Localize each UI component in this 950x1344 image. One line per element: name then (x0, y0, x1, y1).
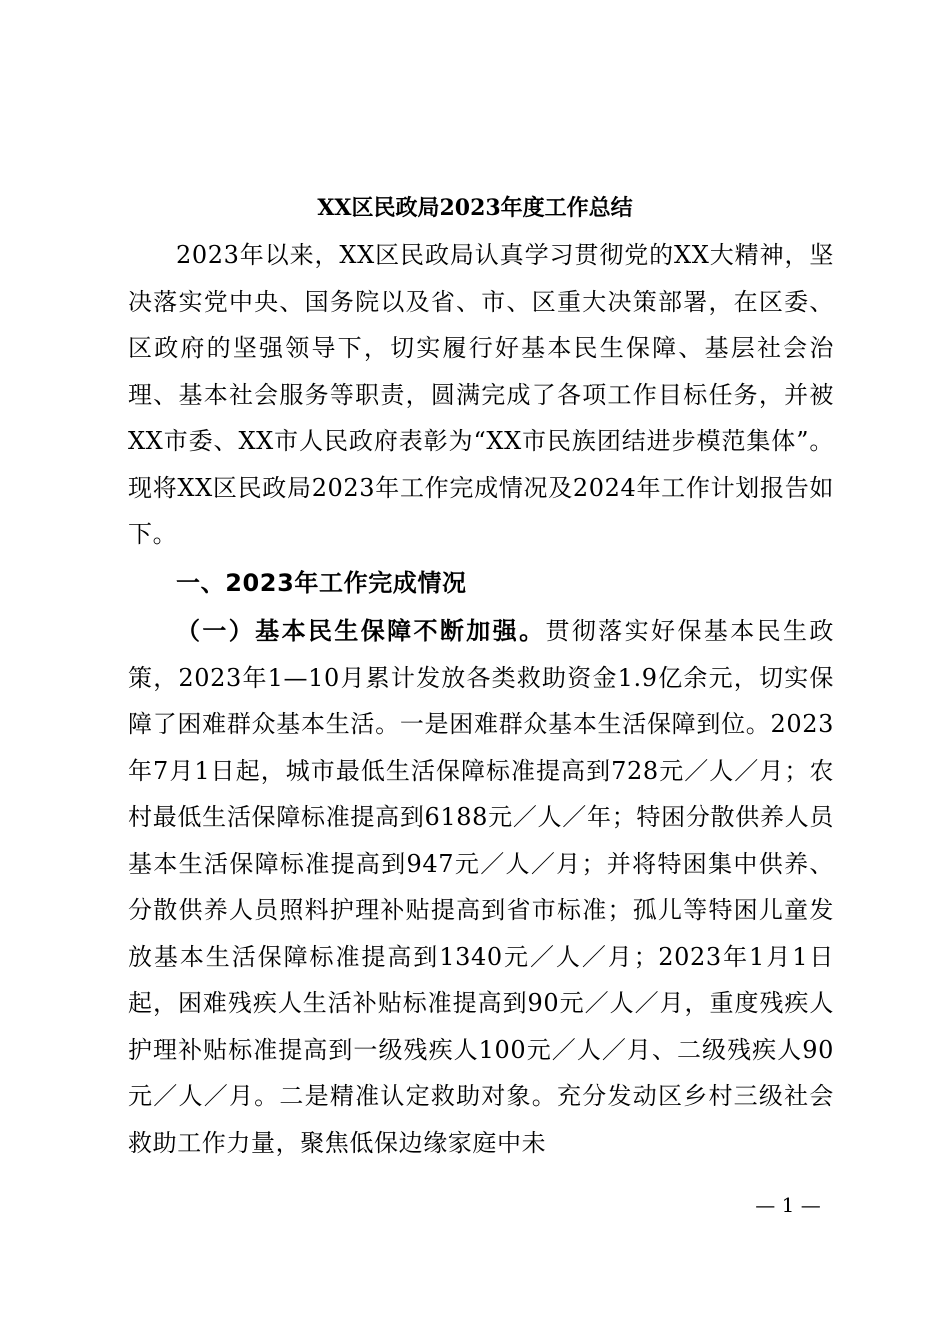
document-body (128, 232, 834, 1166)
subsection-text: 贯彻落实好保基本民生政策，2023年1—10月累计发放各类救助资金1.9亿余元，切实保障了困难群众基本生活。一是困难群众基本生活保障到位。2023年7月1日起，城市最低生活保障标准提高到728元／人／月；农村最低生活保障标准提高到6188元／人／年；特困分散供养人员基本生活保障标准提高到947元／人／月；并将特困集中供养、分散供养人员照料护理补贴提高到省市标准；孤儿等特困儿童发放基本生活保障标准提高到1340元／人／月；2023年1月1日起，困难残疾人生活补贴标准提高到90元／人／月，重度残疾人护理补贴标准提高到一级残疾人100元／人／月、二级残疾人90元／人／月。二是精准认定救助对象。充分发动区乡村三级社会救助工作力量，聚焦低保边缘家庭中未 (128, 617, 834, 1157)
page-number: — 1 — (755, 1193, 821, 1217)
subsection-heading: （一）基本民生保障不断加强。 (176, 616, 546, 645)
subsection-paragraph (128, 608, 834, 1166)
section-heading: 一、2023年工作完成情况 (176, 568, 467, 597)
document-title: XX区民政局2023年度工作总结 (317, 195, 633, 221)
intro-paragraph: 2023年以来，XX区民政局认真学习贯彻党的XX大精神，坚决落实党中央、国务院以及省、市、区重大决策部署，在区委、区政府的坚强领导下，切实履行好基本民生保障、基层社会治理、基本社会服务等职责，圆满完成了各项工作目标任务，并被XX市委、XX市人民政府表彰为“XX市民族团结进步模范集体”。现将XX区民政局2023年工作完成情况及2024年工作计划报告如下。 (128, 241, 834, 548)
